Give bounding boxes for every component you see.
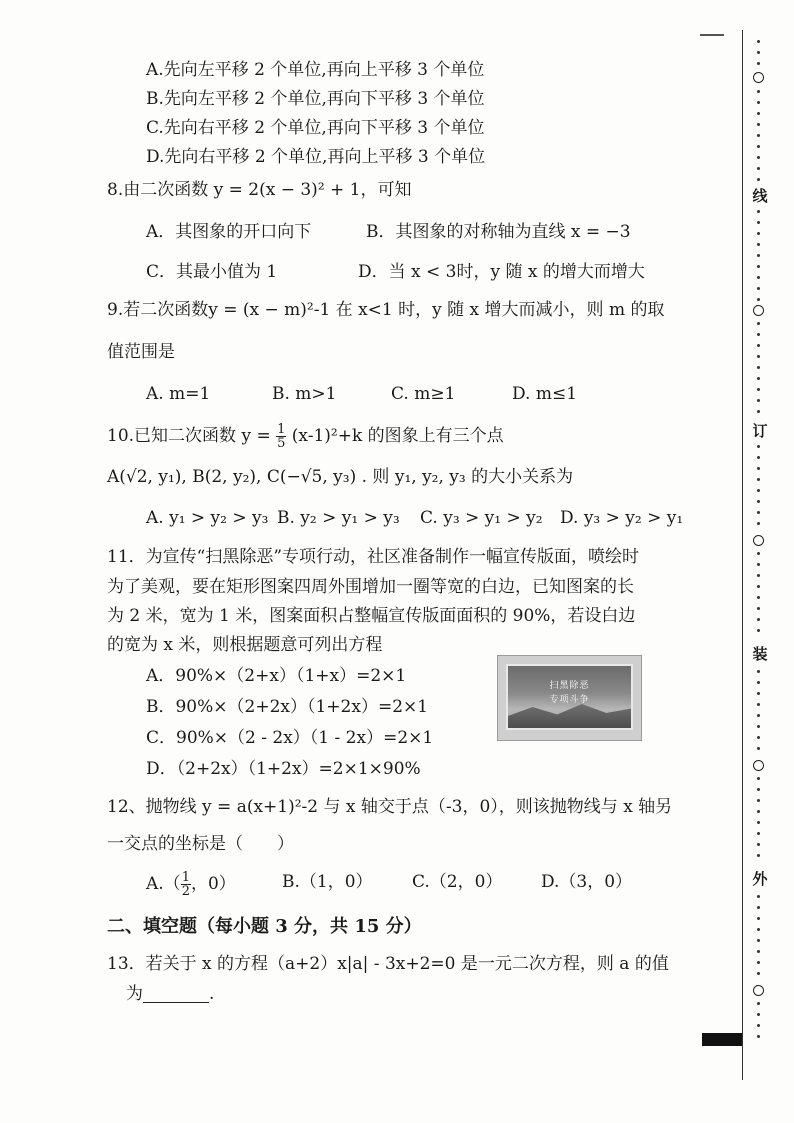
q9-option-b: B. m>1 [272,384,337,404]
binding-dot [757,714,760,717]
q12-a-fraction [181,871,191,898]
binding-dot [757,563,760,566]
binding-dot [757,961,760,964]
binding-dot [757,821,760,824]
binding-dot [757,489,760,492]
binding-dot [757,355,760,358]
binding-hole-icon [753,985,764,996]
binding-dot [757,972,760,975]
binding-hole-icon [753,535,764,546]
binding-dot [757,607,760,610]
q12-stem-line2: 一交点的坐标是（ ） [107,834,294,854]
binding-dot [757,747,760,750]
q13-prefix: 为 [126,984,143,1004]
binding-hole-icon [753,760,764,771]
q10-frac-den: 5 [277,436,286,451]
q11-option-d: D．（2+2x）（1+2x）=2×1×90% [146,759,421,779]
binding-dot [757,51,760,54]
binding-dot [757,574,760,577]
binding-dot [757,90,760,93]
binding-dot [757,456,760,459]
binding-dot [757,322,760,325]
binding-dot [757,895,760,898]
binding-dot [757,928,760,931]
binding-dot [757,134,760,137]
binding-dot [757,254,760,257]
q8-stem: 8.由二次函数 y = 2(x − 3)² + 1，可知 [107,180,412,200]
binding-dot [757,112,760,115]
q9-option-d: D. m≤1 [512,384,578,404]
binding-dot [757,101,760,104]
binding-dot [757,1013,760,1016]
binding-dot [757,156,760,159]
q10-points: A(√2, y₁), B(2, y₂), C(−√5, y₃) . 则 y₁, y₂, y₃ 的大小关系为 [107,467,574,487]
q10-stem-suffix: (x-1)²+k 的图象上有三个点 [291,426,504,446]
binding-dot [757,692,760,695]
binding-dot [757,145,760,148]
binding-dot [757,467,760,470]
q11-stem-line2: 为了美观，要在矩形图案四周外围增加一圈等宽的白边，已知图案的长 [107,577,634,597]
q12-a-num: 1 [181,870,190,885]
q10-stem-prefix: 10.已知二次函数 y = [107,426,271,446]
poster-picture [506,664,633,730]
binding-dot [757,736,760,739]
q10-option-d: D. y₃ > y₂ > y₁ [560,508,684,528]
poster-text-line2: 专项斗争 [549,695,590,705]
q13-suffix: . [209,984,215,1004]
q7-option-b: B.先向左平移 2 个单位,再向下平移 3 个单位 [146,89,485,109]
binding-dot [757,388,760,391]
binding-dot [757,500,760,503]
q12-a-suffix: ，0） [190,874,236,894]
binding-dot [757,333,760,336]
q13-stem-line2 [126,983,214,1005]
q8-option-b: B．其图象的对称轴为直线 x = −3 [366,222,631,242]
binding-dot [757,410,760,413]
propaganda-poster-image [497,655,642,741]
binding-dot [757,552,760,555]
binding-dot [757,799,760,802]
binding-dot [757,287,760,290]
binding-dot [757,843,760,846]
binding-dot [757,265,760,268]
binding-dot [757,276,760,279]
binding-dot [757,243,760,246]
q9-stem-line1: 9.若二次函数y = (x − m)²-1 在 x<1 时，y 随 x 增大而减小，则 m 的取 [107,300,665,320]
side-label-wai: 外 [752,870,768,888]
q13-stem-line1: 13．若关于 x 的方程（a+2）x|a| - 3x+2=0 是一元二次方程，则 a 的值 [107,954,669,974]
binding-hole-icon [753,72,764,83]
binding-dot [757,906,760,909]
binding-dot [757,210,760,213]
binding-dot [757,725,760,728]
q10-stem [107,423,504,450]
binding-dot [757,917,760,920]
binding-dot [757,522,760,525]
binding-dot [757,585,760,588]
q8-option-c: C．其最小值为 1 [146,262,278,282]
q12-a-den: 2 [181,884,190,899]
q10-option-a: A. y₁ > y₂ > y₃ [146,508,269,528]
q12-option-c: C.（2，0） [412,872,503,892]
binding-dot [757,478,760,481]
q9-stem-line2: 值范围是 [107,342,175,362]
q12-stem-line1: 12、抛物线 y = a(x+1)²-2 与 x 轴交于点（-3，0），则该抛物线与 x 轴另 [107,797,673,817]
q11-option-c: C．90%×（2 - 2x）（1 - 2x）=2×1 [146,728,434,748]
side-label-ding: 订 [752,422,768,440]
binding-dot [757,1002,760,1005]
q8-option-a: A．其图象的开口向下 [146,222,312,242]
binding-dot [757,629,760,632]
binding-dot [757,40,760,43]
q12-option-d: D.（3，0） [541,872,633,892]
binding-dot [757,832,760,835]
black-scan-bar [702,1033,742,1046]
binding-dot [757,232,760,235]
binding-dot [757,618,760,621]
q10-option-b: B. y₂ > y₁ > y₃ [277,508,400,528]
binding-dot [757,810,760,813]
binding-dot [757,950,760,953]
q9-option-a: A. m=1 [146,384,211,404]
q12-option-a [146,871,236,898]
q11-stem-line3: 为 2 米，宽为 1 米，图案面积占整幅宣传版面面积的 90%，若设白边 [107,606,636,626]
side-label-xian: 线 [752,187,768,205]
q11-option-a: A．90%×（2+x）（1+x）=2×1 [146,666,407,686]
q7-option-c: C.先向右平移 2 个单位,再向下平移 3 个单位 [146,118,485,138]
q11-stem-line1: 11．为宣传“扫黑除恶”专项行动，社区准备制作一幅宣传版面，喷绘时 [107,547,640,567]
binding-dot [757,377,760,380]
q12-option-b: B.（1，0） [282,872,373,892]
binding-dot [757,167,760,170]
q13-answer-blank [143,984,209,1003]
binding-dot [757,62,760,65]
binding-dot [757,511,760,514]
binding-dot [757,788,760,791]
binding-dot [757,596,760,599]
section-title-fill-in: 二、填空题（每小题 3 分，共 15 分） [107,916,422,937]
binding-dot [757,344,760,347]
binding-dot [757,703,760,706]
q7-option-d: D.先向右平移 2 个单位,再向上平移 3 个单位 [146,147,486,167]
binding-dot [757,123,760,126]
binding-dot [757,298,760,301]
binding-dot [757,399,760,402]
q7-option-a: A.先向左平移 2 个单位,再向上平移 3 个单位 [146,60,485,80]
q10-frac-num: 1 [277,422,286,437]
q10-option-c: C. y₃ > y₁ > y₂ [420,508,543,528]
q11-stem-line4: 的宽为 x 米，则根据题意可列出方程 [107,635,383,655]
binding-dot [757,366,760,369]
binding-dot [757,221,760,224]
binding-dot [757,1035,760,1038]
binding-dot [757,1024,760,1027]
q11-option-b: B．90%×（2+2x）（1+2x）=2×1 [146,697,429,717]
top-scan-mark [700,34,724,36]
q12-a-prefix: A.（ [146,874,181,894]
binding-dot [757,777,760,780]
poster-text-line1: 扫黑除恶 [549,681,590,691]
side-label-zhuang: 装 [752,645,768,663]
binding-dot [757,939,760,942]
q8-option-d: D．当 x < 3时，y 随 x 的增大而增大 [358,262,645,282]
q10-fraction [276,423,286,450]
binding-line [742,30,743,1080]
binding-dot [757,178,760,181]
binding-hole-icon [753,305,764,316]
binding-dot [757,445,760,448]
binding-dot [757,854,760,857]
binding-dot [757,681,760,684]
binding-dot [757,670,760,673]
q9-option-c: C. m≥1 [391,384,456,404]
